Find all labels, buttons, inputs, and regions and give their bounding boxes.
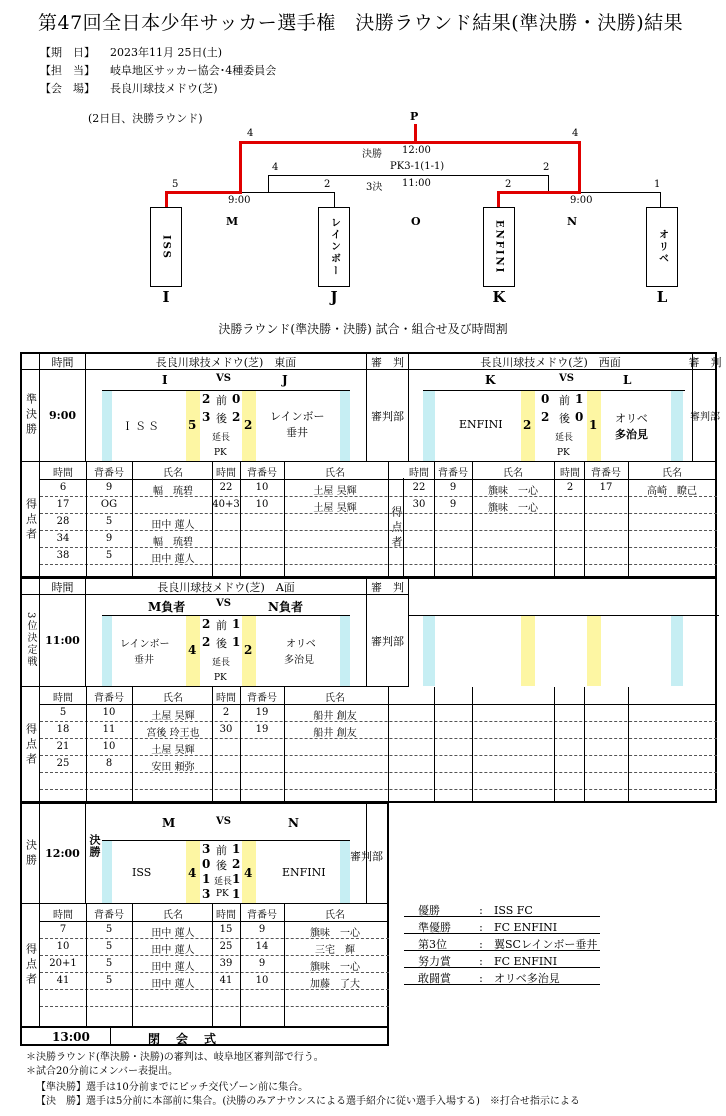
- team-box-k: ENFINI: [483, 207, 515, 287]
- closing-time: 13:00: [52, 1030, 90, 1044]
- semifinal-table: 時間 長良川球技メドウ(芝) 東面 審 判 長良川球技メドウ(芝) 西面 審 判 準決勝 9:00 I VS J ＩＳＳ 5 2 前 0 3 後 2 延長 PK 2 レインボー 垂井 審判部 K VS L ENFINI 2 0 前 1 2 後 0 延長 PK 1 オリベ 多治見 審判部 得点者 得点者 時間 背番号 氏名 時間 背番号 氏名 6 9 幅 琉碧 17 OG 28 5 田中 蓮人 34 9 幅 琉碧 38 5 田中 蓮人 22 10 土屋 昊輝 40+3 10 土屋 昊輝 時間 背番号 氏名 時間 背番号 氏名 22 9 籏味 一心 30 9 籏味 一心 2 17 高崎 瞭己: [20, 352, 717, 578]
- scorer-row: 5 10 土屋 昊輝: [59, 707, 195, 722]
- scorer-row: 15 9 籏味 一心: [219, 924, 360, 939]
- bracket-third-line: [268, 175, 549, 176]
- bracket-final-left-leg: [239, 141, 242, 193]
- note-4: 【決 勝】選手は5分前に本部前に集合。(決勝のみアナウンスによる選手紹介に従い選手入場する) ※打合せ指示による: [36, 1096, 580, 1107]
- semi-left-venue: 長良川球技メドウ(芝) 東面: [86, 354, 367, 370]
- final-time: 12:00: [40, 804, 86, 904]
- semi-round-label: 準決勝: [22, 370, 40, 462]
- semi-left-home-team: ＩＳＳ: [122, 420, 161, 433]
- team-box-j: レインボー: [318, 207, 350, 287]
- third-place-table: 時間 長良川球技メドウ(芝) A面 審 判 3位決定戦 11:00 M負者 VS N負者 レインボー 垂井 4 2 前 1 2 後 1 延長 PK 2 オリベ 多治見 審判部 得点者 時間 背番号 氏名 時間 背番号 氏名 5 10 土屋 昊輝 18 11 宮後 玲王也 21 10 土屋 昊輝 25 8 安田 頼弥 2 19 船井 創友 30 19 船井 創友: [20, 577, 717, 803]
- scorer-row: 39 9 籏味 一心: [219, 958, 360, 973]
- scorer-row: 28 5 田中 蓮人: [56, 516, 195, 531]
- third-match: M負者 VS N負者 レインボー 垂井 4 2 前 1 2 後 1 延長 PK 2 オリベ 多治見: [86, 595, 367, 687]
- final-round-label: 決勝: [22, 804, 40, 904]
- award-row: 準優勝 : FC ENFINI: [418, 921, 558, 934]
- third-venue: 長良川球技メドウ(芝) A面: [86, 579, 367, 595]
- scorer-row: 7 5 田中 蓮人: [59, 924, 195, 939]
- bracket-day-label: (2日目、決勝ラウンド): [88, 112, 203, 125]
- closing-ceremony: 閉 会 式: [148, 1032, 219, 1046]
- semi-right-home-team: ENFINI: [459, 418, 503, 431]
- team-box-i: ISS: [150, 207, 182, 287]
- award-row: 第3位 : 翼SCレインボー垂井: [418, 938, 598, 951]
- team-box-l: オリベ: [646, 207, 678, 287]
- award-row: 優勝 : ISS FC: [418, 904, 533, 917]
- scorer-row: 30 9 籏味 一心: [412, 499, 538, 514]
- scorer-row: 34 9 幅 琉碧: [56, 533, 193, 548]
- page-title: 第47回全日本少年サッカー選手権 決勝ラウンド結果(準決勝・決勝)結果: [38, 12, 684, 34]
- semi-time: 9:00: [40, 370, 86, 462]
- bracket-top-letter: P: [410, 110, 419, 123]
- schedule-subtitle: 決勝ラウンド(準決勝・決勝) 試合・組合せ及び時間割: [218, 322, 508, 336]
- third-time: 11:00: [40, 595, 86, 687]
- scorer-row: 22 9 籏味 一心: [412, 482, 538, 497]
- scorer-row: 18 11 宮後 玲王也: [56, 724, 200, 739]
- semi-right-match: K VS L ENFINI 2 0 前 1 2 後 0 延長 PK 1 オリベ 多治見: [409, 370, 693, 462]
- scorer-row: 25 14 三宅 輝: [219, 941, 355, 956]
- bracket-final-line: [239, 141, 581, 144]
- award-row: 敢闘賞 : オリベ多治見: [418, 972, 560, 985]
- info-organizer: 【担 当】 岐阜地区サッカー協会･4種委員会: [40, 64, 277, 77]
- scorer-row: 6 9 幅 琉碧: [59, 482, 193, 497]
- final-home-team: ISS: [132, 866, 152, 879]
- scorer-row: 22 10 土屋 昊輝: [219, 482, 357, 497]
- scorer-row: 25 8 安田 頼弥: [56, 758, 195, 773]
- third-round-label: 3位決定戦: [22, 595, 40, 687]
- scorer-row: 38 5 田中 蓮人: [56, 550, 195, 565]
- scorer-row: 17 OG: [56, 499, 118, 510]
- scorer-row: 21 10 土屋 昊輝: [56, 741, 195, 756]
- scorer-row: 41 10 加藤 了大: [219, 975, 360, 990]
- scorer-row: 2 19 船井 創友: [222, 707, 357, 722]
- info-venue: 【会 場】 長良川球技メドウ(芝): [40, 82, 218, 95]
- award-row: 努力賞 : FC ENFINI: [418, 955, 558, 968]
- final-table: 決勝 12:00 決勝 M VS N ISS 4 3 前 1 0 後 2 1 延長 1 3 PK 1 4 ENFINI 審判部 得点者 時間 背番号 氏名 時間 背番号 氏名 7 5 田中 蓮人 10 5 田中 蓮人 20+1 5 田中 蓮人 41 5 田中 蓮人 15 9 籏味 一心 25 14 三宅 輝 39 9 籏味 一心 41 10 加藤 了大 13:00 閉 会 式: [20, 802, 389, 1046]
- final-match: 決勝 M VS N ISS 4 3 前 1 0 後 2 1 延長 1 3 PK 1 4 ENFINI: [86, 804, 367, 904]
- info-date: 【期 日】 2023年11月 25日(土): [40, 46, 223, 59]
- final-away-team: ENFINI: [282, 866, 326, 879]
- scorer-row: 41 5 田中 蓮人: [56, 975, 195, 990]
- scorer-row: 30 19 船井 創友: [219, 724, 357, 739]
- note-3: 【準決勝】選手は10分前までにピッチ交代ゾーン前に集合。: [36, 1082, 309, 1093]
- bracket-final-right-leg: [578, 141, 581, 193]
- scorer-row: 10 5 田中 蓮人: [56, 941, 195, 956]
- scorer-row: 20+1 5 田中 蓮人: [49, 958, 195, 973]
- scorer-row: 2 17 高崎 瞭己: [566, 482, 697, 497]
- bracket-final-stem: [414, 124, 417, 142]
- note-2: ＊試合20分前にメンバー表提出。: [26, 1066, 179, 1077]
- semi-right-venue: 長良川球技メドウ(芝) 西面: [409, 354, 693, 370]
- scorer-row: 40+3 10 土屋 昊輝: [212, 499, 357, 514]
- semi-left-match: I VS J ＩＳＳ 5 2 前 0 3 後 2 延長 PK 2 レインボー 垂井: [86, 370, 367, 462]
- note-1: ＊決勝ラウンド(準決勝・決勝)の審判は、岐阜地区審判部で行う。: [26, 1052, 324, 1063]
